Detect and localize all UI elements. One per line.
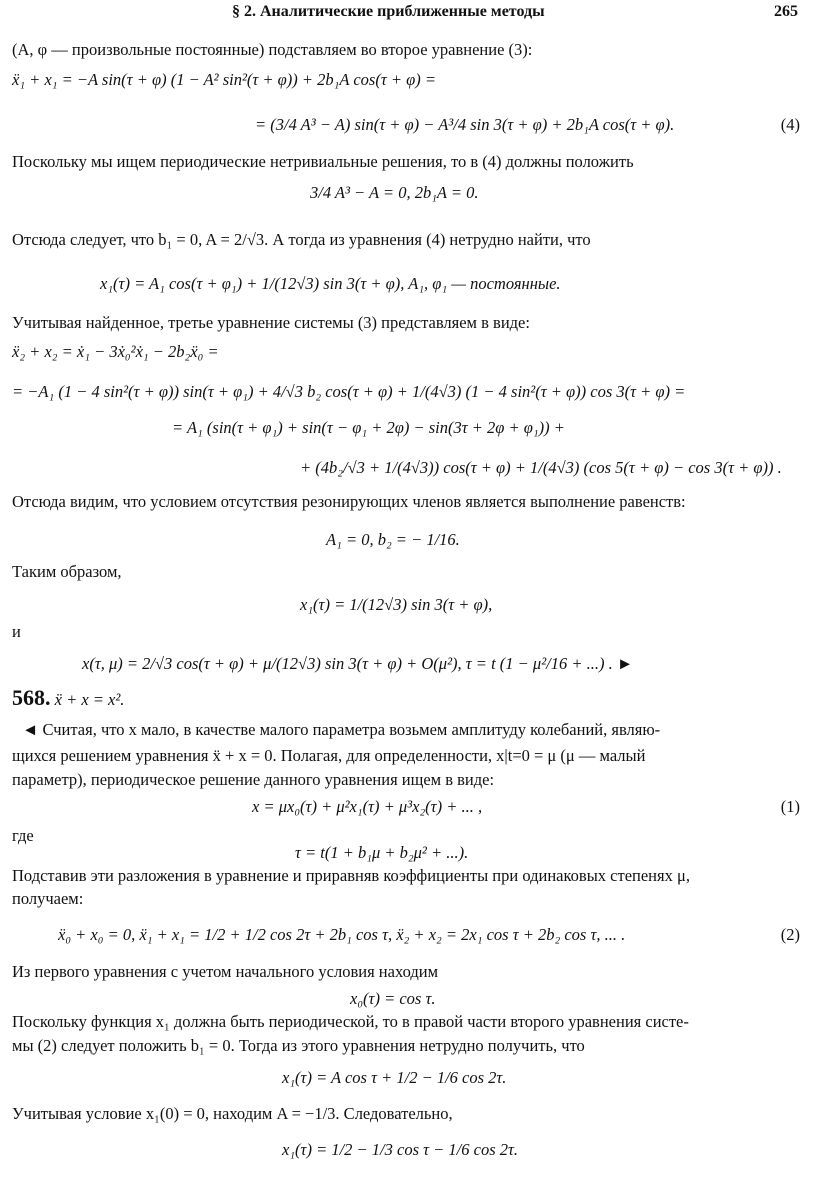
equation-line: x₁(τ) = 1/(12√3) sin 3(τ + φ), xyxy=(300,595,493,614)
equation-line: = (3/4 A³ − A) sin(τ + φ) − A³/4 sin 3(τ + φ) + 2b₁A cos(τ + φ). xyxy=(255,115,675,134)
equation-number: (2) xyxy=(780,925,800,944)
equation-line: ẍ₂ + x₂ = ẋ₁ − 3ẋ₀²ẋ₁ − 2b₂ẍ₀ = xyxy=(12,342,219,361)
text-line: где xyxy=(12,826,34,845)
equation-line: x₁(τ) = A cos τ + 1/2 − 1/6 cos 2τ. xyxy=(282,1068,507,1087)
running-header xyxy=(0,3,814,25)
equation-line: x = μx₀(τ) + μ²x₁(τ) + μ³x₂(τ) + ... , xyxy=(252,797,483,816)
equation-line: A₁ = 0, b₂ = − 1/16. xyxy=(326,530,460,549)
text-line: (A, φ — произвольные постоянные) подставляем во второе уравнение (3): xyxy=(12,40,533,59)
equation-line: + (4b₂/√3 + 1/(4√3)) cos(τ + φ) + 1/(4√3) (cos 5(τ + φ) − cos 3(τ + φ)) . xyxy=(300,458,782,477)
equation-line: = A₁ (sin(τ + φ₁) + sin(τ − φ₁ + 2φ) − sin(3τ + 2φ + φ₁)) + xyxy=(172,418,565,437)
equation-line: 3/4 A³ − A = 0, 2b₁A = 0. xyxy=(310,183,479,202)
text-line: Из первого уравнения с учетом начального условия находим xyxy=(12,962,439,981)
text-line: Поскольку функция x₁ должна быть периодической, то в правой части второго уравнения систе- xyxy=(12,1012,689,1031)
equation-line: ẍ₀ + x₀ = 0, ẍ₁ + x₁ = 1/2 + 1/2 cos 2τ + 2b₁ cos τ, ẍ₂ + x₂ = 2x₁ cos τ + 2b₂ cos τ, ... . xyxy=(58,925,626,944)
text-line: Учитывая условие x₁(0) = 0, находим A = −1/3. Следовательно, xyxy=(12,1104,453,1123)
equation-line: x₀(τ) = cos τ. xyxy=(350,989,436,1008)
text-line: параметр), периодическое решение данного уравнения ищем в виде: xyxy=(12,770,495,789)
text-line: Таким образом, xyxy=(12,562,122,581)
text-line: Подставив эти разложения в уравнение и приравняв коэффициенты при одинаковых степенях μ, xyxy=(12,866,690,885)
equation-line: x(τ, μ) = 2/√3 cos(τ + φ) + μ/(12√3) sin 3(τ + φ) + O(μ²), τ = t (1 − μ²/16 + ...) . ► xyxy=(82,654,634,673)
text-line: получаем: xyxy=(12,889,84,908)
text-line: Учитывая найденное, третье уравнение системы (3) представляем в виде: xyxy=(12,313,530,332)
problem-equation: ẍ + x = x². xyxy=(54,690,125,709)
text-line: щихся решением уравнения ẍ + x = 0. Полагая, для определенности, x|t=0 = μ (μ — малый xyxy=(12,746,646,765)
text-line: ◄ Считая, что x мало, в качестве малого параметра возьмем амплитуду колебаний, являю- xyxy=(22,720,661,739)
equation-number: (1) xyxy=(780,797,800,816)
problem-heading xyxy=(12,685,125,710)
equation-line: x₁(τ) = 1/2 − 1/3 cos τ − 1/6 cos 2τ. xyxy=(282,1140,519,1159)
text-line: мы (2) следует положить b₁ = 0. Тогда из этого уравнения нетрудно получить, что xyxy=(12,1036,585,1055)
text-line: Отсюда видим, что условием отсутствия резонирующих членов является выполнение равенств: xyxy=(12,492,686,511)
section-title: § 2. Аналитические приближенные методы xyxy=(232,3,545,20)
equation-line: ẍ₁ + x₁ = −A sin(τ + φ) (1 − A² sin²(τ + φ)) + 2b₁A cos(τ + φ) = xyxy=(12,70,436,89)
text-line: Отсюда следует, что b₁ = 0, A = 2/√3. А тогда из уравнения (4) нетрудно найти, что xyxy=(12,230,591,249)
problem-number: 568. xyxy=(12,685,51,710)
text-line: Поскольку мы ищем периодические нетривиальные решения, то в (4) должны положить xyxy=(12,152,634,171)
page-number: 265 xyxy=(774,3,798,20)
equation-number: (4) xyxy=(780,115,800,134)
equation-line: τ = t(1 + b₁μ + b₂μ² + ...). xyxy=(295,843,469,862)
equation-line: x₁(τ) = A₁ cos(τ + φ₁) + 1/(12√3) sin 3(τ + φ), A₁, φ₁ — постоянные. xyxy=(100,274,561,293)
equation-line: = −A₁ (1 − 4 sin²(τ + φ)) sin(τ + φ₁) + 4/√3 b₂ cos(τ + φ) + 1/(4√3) (1 − 4 sin²(τ + φ)) cos 3(τ + φ) = xyxy=(12,382,686,401)
text-line: и xyxy=(12,622,21,641)
